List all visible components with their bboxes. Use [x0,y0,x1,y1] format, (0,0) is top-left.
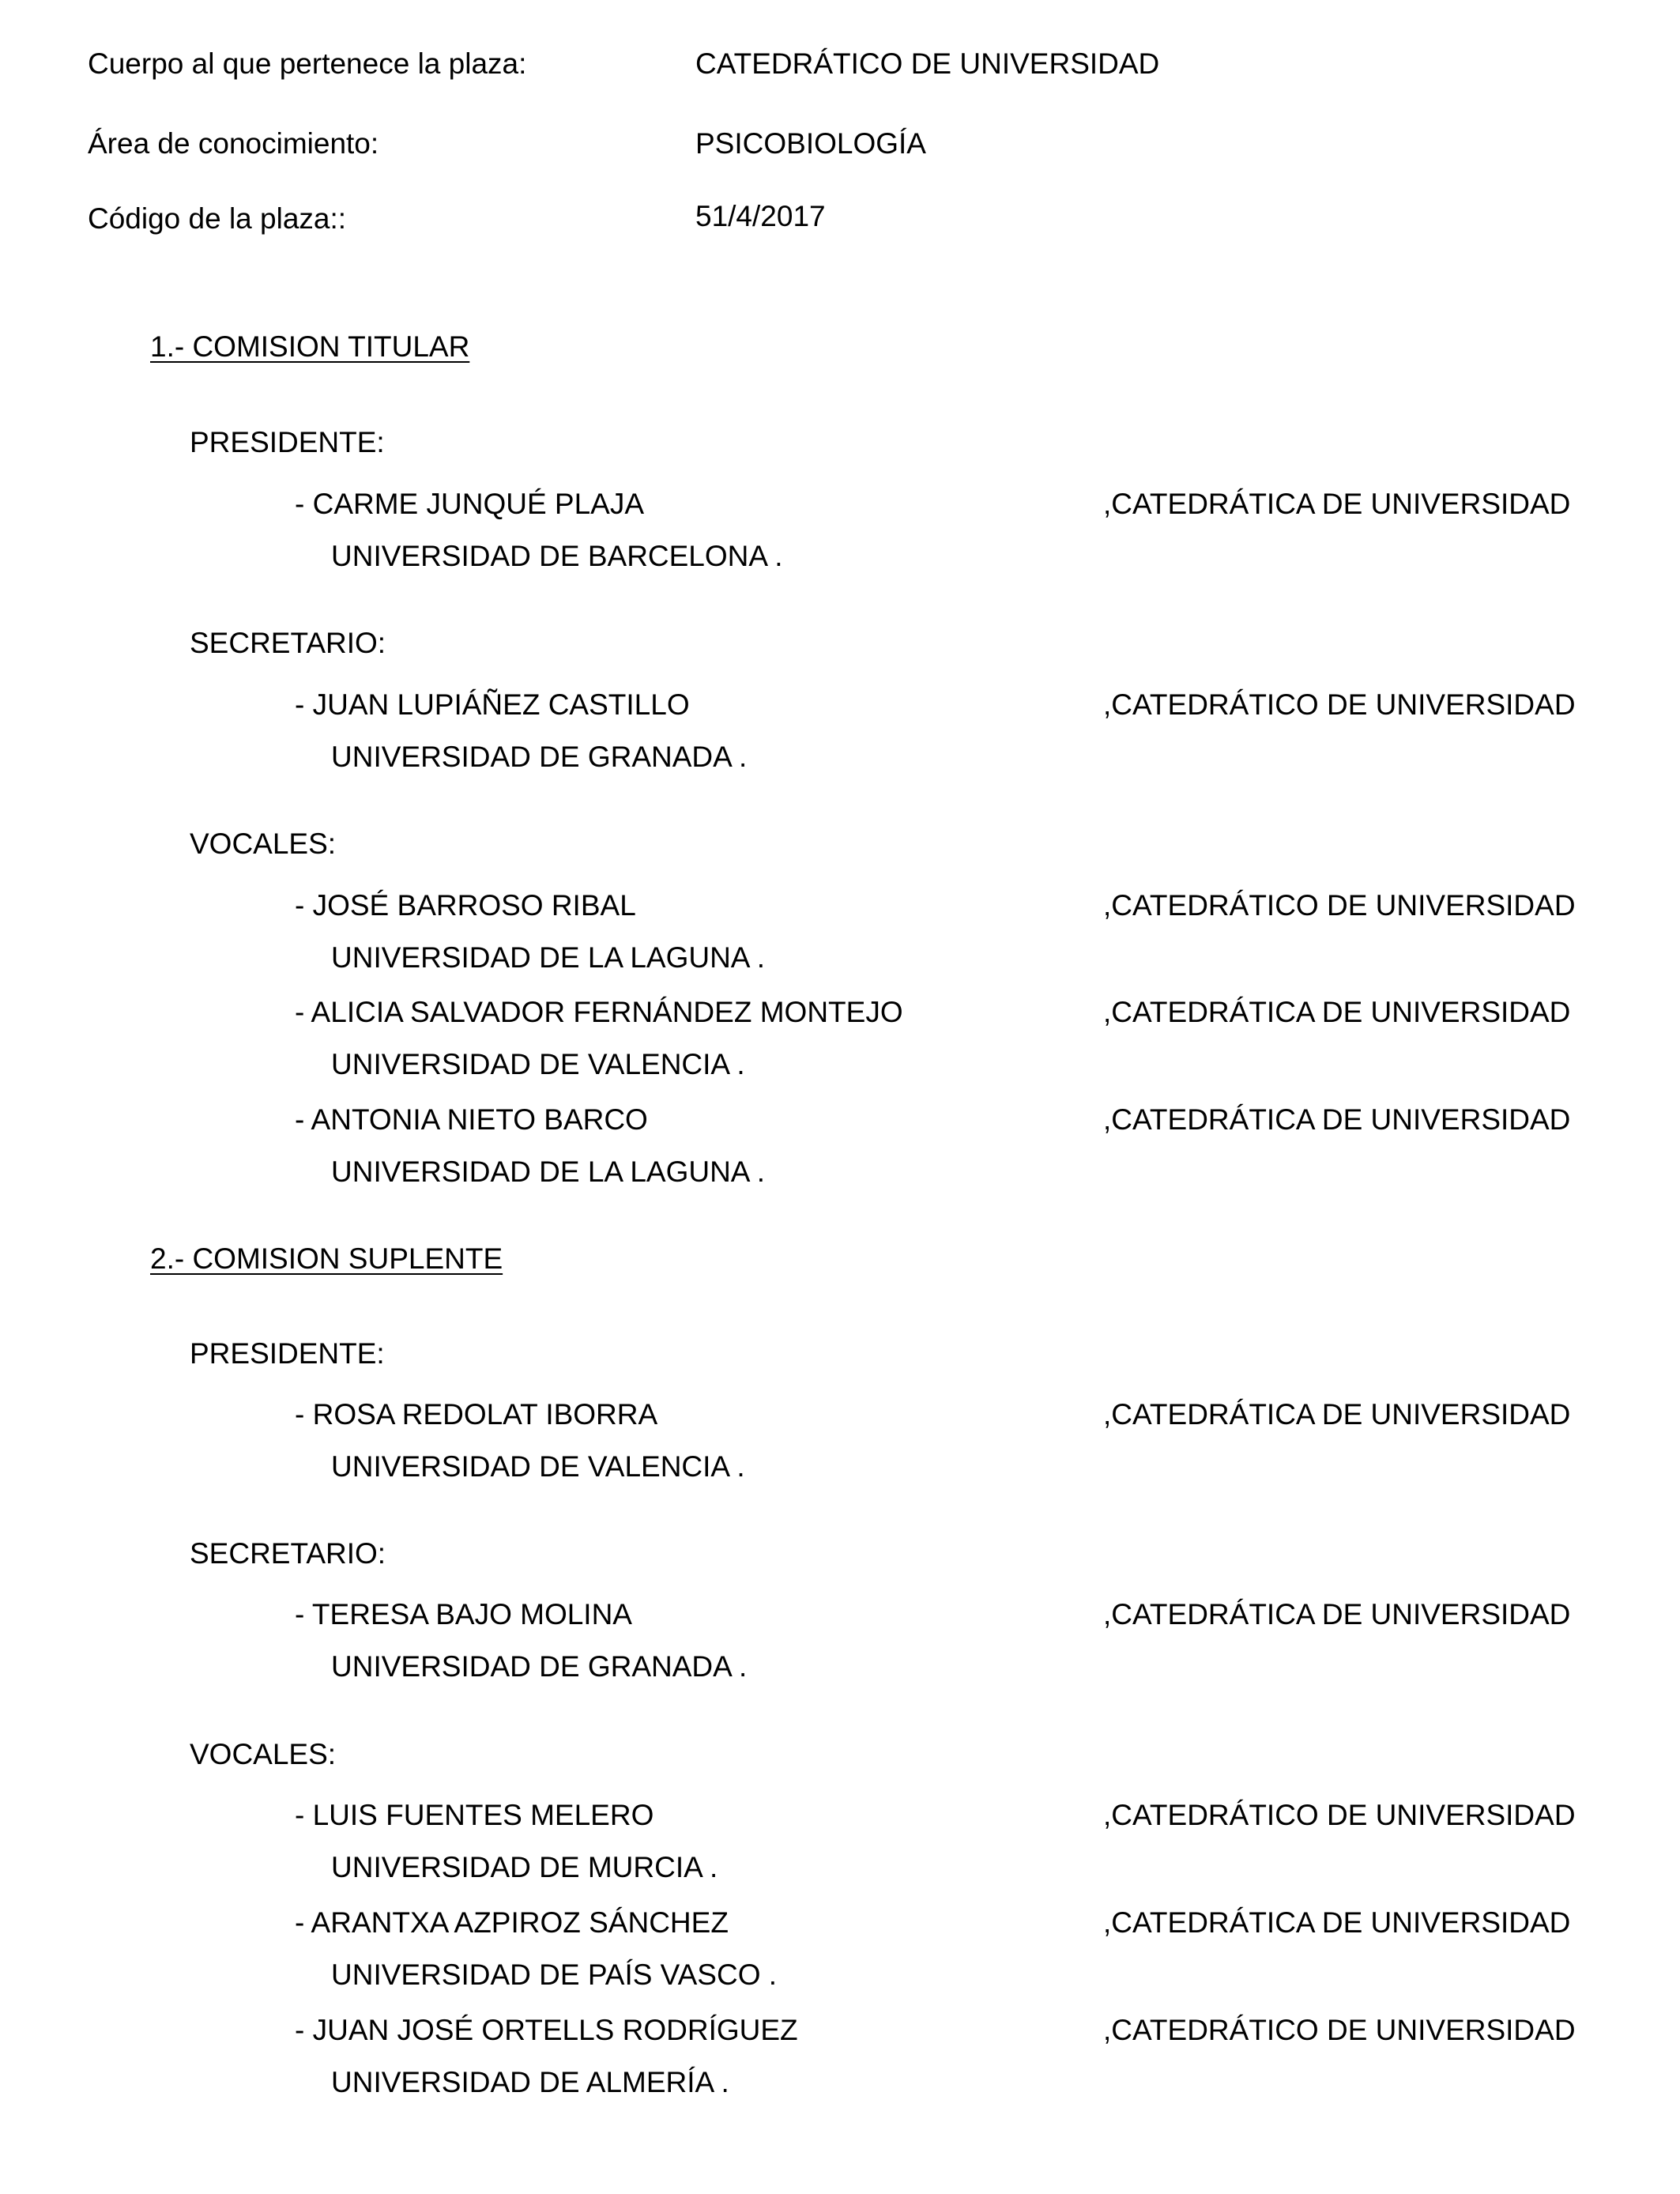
titular-vocal-university: UNIVERSIDAD DE LA LAGUNA . [331,941,766,974]
titular-vocal-name: - ANTONIA NIETO BARCO [295,1103,648,1136]
suplente-vocales-label: VOCALES: [190,1738,337,1770]
titular-vocal-name: - JOSÉ BARROSO RIBAL [295,889,636,922]
cuerpo-value: CATEDRÁTICO DE UNIVERSIDAD [695,47,1160,80]
area-label: Área de conocimiento: [88,127,379,160]
titular-vocales-label: VOCALES: [190,827,337,860]
suplente-vocal-university: UNIVERSIDAD DE PAÍS VASCO . [331,1958,778,1991]
titular-vocal-category: ,CATEDRÁTICO DE UNIVERSIDAD [1103,889,1576,922]
titular-secretario-category: ,CATEDRÁTICO DE UNIVERSIDAD [1103,688,1576,721]
titular-presidente-name: - CARME JUNQUÉ PLAJA [295,488,645,520]
suplente-secretario-label: SECRETARIO: [190,1537,386,1570]
suplente-secretario-name: - TERESA BAJO MOLINA [295,1598,632,1630]
titular-vocal-name: - ALICIA SALVADOR FERNÁNDEZ MONTEJO [295,996,903,1028]
titular-secretario-label: SECRETARIO: [190,627,386,659]
suplente-secretario-university: UNIVERSIDAD DE GRANADA . [331,1650,748,1683]
suplente-vocal-category: ,CATEDRÁTICA DE UNIVERSIDAD [1103,1906,1571,1939]
titular-section-title: 1.- COMISION TITULAR [150,330,470,363]
titular-secretario-university: UNIVERSIDAD DE GRANADA . [331,741,748,773]
suplente-secretario-category: ,CATEDRÁTICA DE UNIVERSIDAD [1103,1598,1571,1630]
titular-secretario-name: - JUAN LUPIÁÑEZ CASTILLO [295,688,690,721]
suplente-presidente-name: - ROSA REDOLAT IBORRA [295,1398,658,1431]
suplente-vocal-name: - ARANTXA AZPIROZ SÁNCHEZ [295,1906,729,1939]
suplente-vocal-category: ,CATEDRÁTICO DE UNIVERSIDAD [1103,1799,1576,1831]
suplente-vocal-category: ,CATEDRÁTICO DE UNIVERSIDAD [1103,2014,1576,2046]
titular-vocal-university: UNIVERSIDAD DE LA LAGUNA . [331,1155,766,1188]
suplente-vocal-name: - LUIS FUENTES MELERO [295,1799,654,1831]
titular-vocal-category: ,CATEDRÁTICA DE UNIVERSIDAD [1103,1103,1571,1136]
titular-presidente-university: UNIVERSIDAD DE BARCELONA . [331,540,783,572]
titular-vocal-category: ,CATEDRÁTICA DE UNIVERSIDAD [1103,996,1571,1028]
titular-vocal-university: UNIVERSIDAD DE VALENCIA . [331,1048,745,1080]
titular-presidente-label: PRESIDENTE: [190,426,385,458]
suplente-presidente-category: ,CATEDRÁTICA DE UNIVERSIDAD [1103,1398,1571,1431]
suplente-presidente-label: PRESIDENTE: [190,1337,385,1370]
suplente-vocal-name: - JUAN JOSÉ ORTELLS RODRÍGUEZ [295,2014,798,2046]
codigo-label: Código de la plaza:: [88,202,347,235]
cuerpo-label: Cuerpo al que pertenece la plaza: [88,47,527,80]
suplente-vocal-university: UNIVERSIDAD DE MURCIA . [331,1851,718,1883]
suplente-presidente-university: UNIVERSIDAD DE VALENCIA . [331,1450,745,1483]
titular-presidente-category: ,CATEDRÁTICA DE UNIVERSIDAD [1103,488,1571,520]
codigo-value: 51/4/2017 [695,200,826,232]
suplente-section-title: 2.- COMISION SUPLENTE [150,1242,503,1275]
area-value: PSICOBIOLOGÍA [695,127,926,160]
suplente-vocal-university: UNIVERSIDAD DE ALMERÍA . [331,2066,729,2098]
